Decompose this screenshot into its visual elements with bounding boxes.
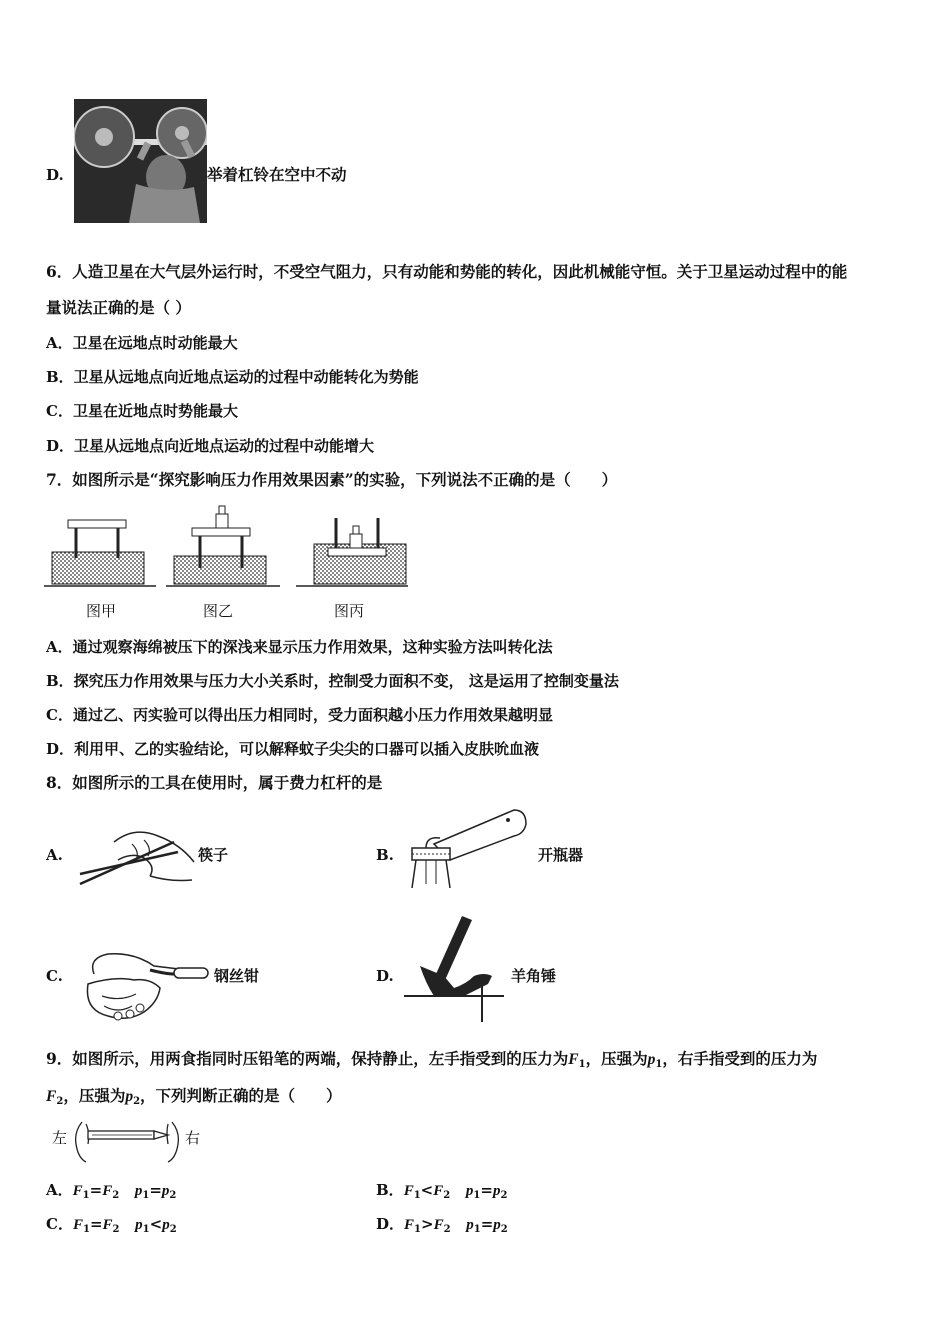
q8-option-d-letter: D.	[376, 967, 394, 985]
q8-option-a-label: 筷子	[198, 846, 229, 864]
q7-option-a: A．通过观察海绵被压下的深浅来显示压力作用效果，这种实验方法叫转化法	[46, 638, 553, 656]
caption-bing: 图丙	[334, 602, 365, 620]
weightlifter-image	[74, 99, 207, 223]
figure-jia-table-on-sponge	[44, 520, 156, 586]
pressure-experiment-figure	[44, 500, 414, 595]
bottle-opener-icon	[404, 804, 528, 890]
q6-option-c: C．卫星在近地点时势能最大	[46, 402, 238, 420]
q8-option-d-label: 羊角锤	[511, 967, 557, 985]
q7-stem: 7．如图所示是“探究影响压力作用效果因素”的实验，下列说法不正确的是（ ）	[46, 470, 618, 489]
q6-option-d: D．卫星从远地点向近地点运动的过程中动能增大	[46, 437, 375, 455]
q6-stem-line2: 量说法正确的是（ ）	[46, 298, 191, 317]
figure-left-label: 左	[52, 1129, 68, 1147]
pencil-fingers-figure	[68, 1118, 184, 1164]
q5-option-d-text: 举着杠铃在空中不动	[207, 165, 347, 184]
figure-yi-table-with-weight	[166, 506, 280, 586]
q6-option-b: B．卫星从远地点向近地点运动的过程中动能转化为势能	[46, 368, 419, 386]
q8-stem: 8．如图所示的工具在使用时，属于费力杠杆的是	[46, 773, 383, 792]
figure-bing-inverted-table	[296, 518, 408, 586]
q9-option-c: C．$F_1=F_2$ $p_1<p_2$	[46, 1215, 177, 1235]
q8-option-a-letter: A.	[46, 846, 63, 864]
chopsticks-icon	[74, 822, 196, 890]
q7-option-d: D．利用甲、乙的实验结论，可以解释蚊子尖尖的口器可以插入皮肤吮血液	[46, 740, 540, 758]
q9-stem-line2: $F_2$，压强为$p_2$，下列判断正确的是（ ）	[46, 1086, 342, 1107]
q9-option-d: D．$F_1>F_2$ $p_1=p_2$	[376, 1215, 508, 1235]
q9-option-b: B．$F_1<F_2$ $p_1=p_2$	[376, 1181, 508, 1201]
caption-yi: 图乙	[203, 602, 234, 620]
q6-stem-line1: 6．人造卫星在大气层外运行时，不受空气阻力，只有动能和势能的转化，因此机械能守恒。关于卫星运动过程中的能	[46, 262, 848, 281]
pliers-icon	[74, 944, 214, 1024]
q9-option-a: A．$F_1=F_2$ $p_1=p_2$	[46, 1181, 177, 1201]
q8-option-c-letter: C.	[46, 967, 63, 985]
claw-hammer-icon	[404, 912, 504, 1026]
q8-option-c-label: 钢丝钳	[214, 967, 260, 985]
figure-right-label: 右	[185, 1129, 201, 1147]
caption-jia: 图甲	[86, 602, 117, 620]
q9-stem-line1: 9．如图所示，用两食指同时压铅笔的两端，保持静止，左手指受到的压力为$F_1$，压强为$p_1$，右手指受到的压力为	[46, 1049, 818, 1070]
q7-option-b: B．探究压力作用效果与压力大小关系时，控制受力面积不变， 这是运用了控制变量法	[46, 672, 619, 690]
q6-option-a: A．卫星在远地点时动能最大	[46, 334, 238, 352]
q8-option-b-letter: B.	[376, 846, 394, 864]
q8-option-b-label: 开瓶器	[538, 846, 584, 864]
q5-option-d-letter: D.	[46, 166, 64, 184]
q7-option-c: C．通过乙、丙实验可以得出压力相同时，受力面积越小压力作用效果越明显	[46, 706, 553, 724]
